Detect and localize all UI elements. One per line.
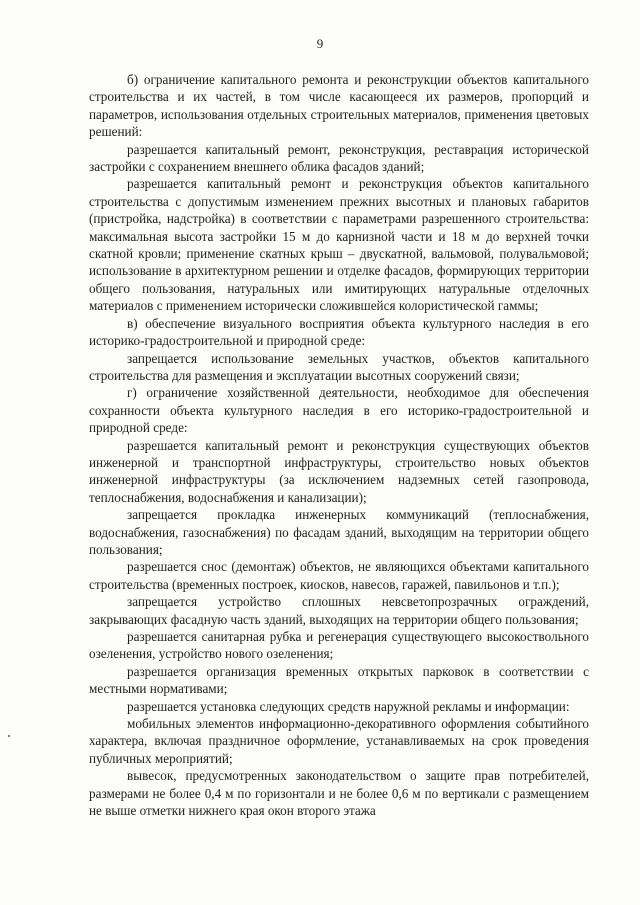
scan-speck [8,735,10,737]
paragraph-b-item-2: разрешается капитальный ремонт и реконструкция объектов капитального строительства с допустимым изменением прежних высотных и плановых габаритов (пристройка, надстройка) в соответствии с параметрами разрешенного строительства: максимальная высота застройки 15 м до карнизной части и 18 м до верхней точки скатной кровли; применение скатных крыш – двускатной, вальмовой, полувальмовой; использование в архитектурном решении и отделке фасадов, формирующих территории общего пользования, натуральных или имитирующих натуральные отделочных материалов с применением исторически сложившейся колористической гаммы; [89,176,589,314]
page-number: 9 [316,36,324,51]
document-body [89,71,589,819]
paragraph-g-item-1: разрешается капитальный ремонт и реконструкция существующих объектов инженерной и транспортной инфраструктуры, строительство новых объектов инженерной инфраструктуры (за исключением надземных сетей газопровода, теплоснабжения, водоснабжения и канализации); [89,437,589,505]
paragraph-g-item-5: разрешается санитарная рубка и регенерация существующего высокоствольного озеленения, устройство нового озеленения; [89,629,589,662]
paragraph-b-item-1: разрешается капитальный ремонт, реконструкция, реставрация исторической застройки с сохранением внешнего облика фасадов зданий; [89,141,589,175]
paragraph-advertising-item-1: мобильных элементов информационно-декоративного оформления событийного характера, включая праздничное оформление, устанавливаемых на срок проведения публичных мероприятий; [89,716,589,766]
paragraph-g-item-4: запрещается устройство сплошных невсветопрозрачных ограждений, закрывающих фасадную часть зданий, выходящих на территории общего пользования; [89,594,589,627]
paragraph-g-item-6: разрешается организация временных открытых парковок в соответствии с местными нормативами; [89,663,589,697]
paragraph-advertising-item-2: вывесок, предусмотренных законодательством о защите прав потребителей, размерами не более 0,4 м по горизонтали и не более 0,6 м по вертикали с размещением не выше отметки нижнего края окон второго этажа [89,768,589,819]
paragraph-g-item-2: запрещается прокладка инженерных коммуникаций (теплоснабжения, водоснабжения, газоснабжения) по фасадам зданий, выходящим на территории общего пользования; [89,507,589,557]
paragraph-g-heading: г) ограничение хозяйственной деятельности, необходимое для обеспечения сохранности объекта культурного наследия в его историко-градостроительной и природной среде: [89,385,589,436]
paragraph-b-heading: б) ограничение капитального ремонта и реконструкции объектов капитального строительства и их частей, в том числе касающееся их размеров, пропорций и параметров, использования отдельных строительных материалов, применения цветовых решений: [89,72,589,140]
paragraph-v-heading: в) обеспечение визуального восприятия объекта культурного наследия в его историко-градостроительной и природной среде: [89,315,589,349]
paragraph-g-item-7: разрешается установка следующих средств наружной рекламы и информации: [127,698,570,714]
paragraph-v-item-1: запрещается использование земельных участков, объектов капитального строительства для размещения и эксплуатации высотных сооружений связи; [89,350,589,383]
paragraph-g-item-3: разрешается снос (демонтаж) объектов, не являющихся объектами капитального строительства (временных построек, киосков, навесов, гаражей, павильонов и т.п.); [89,559,589,592]
